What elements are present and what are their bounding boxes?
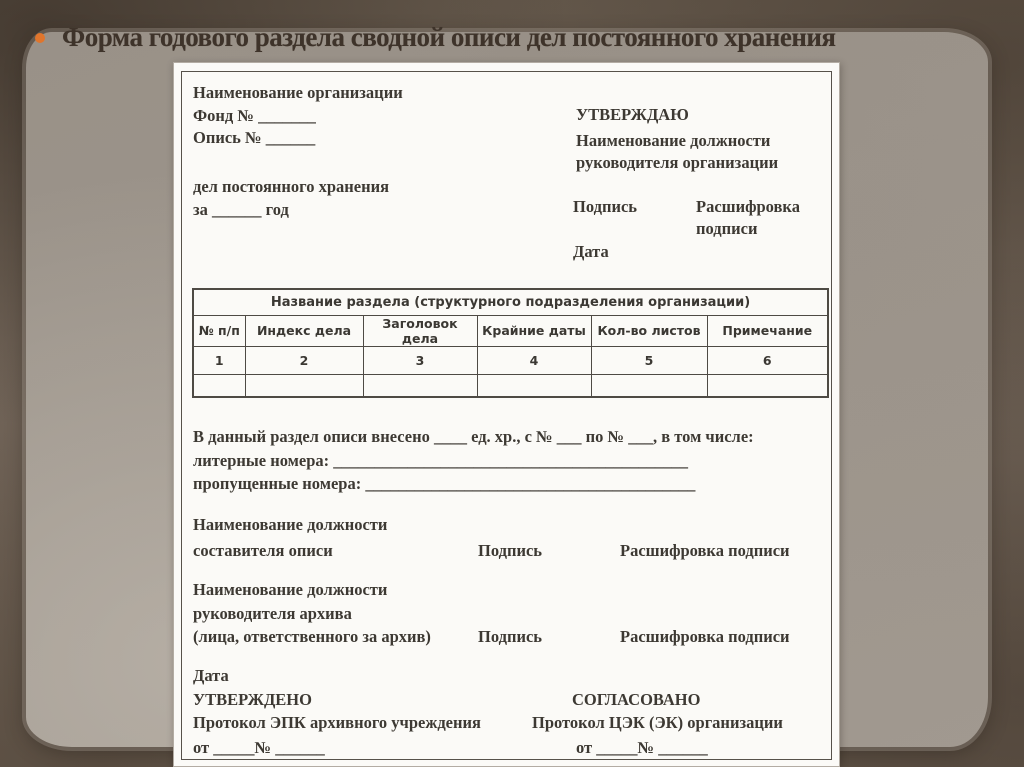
empty-cell xyxy=(707,374,828,397)
org-name-label: Наименование организации xyxy=(193,83,403,102)
compiler-position-line1: Наименование должности xyxy=(193,515,388,534)
archive-head-line2: руководителя архива xyxy=(193,604,352,623)
signature-decode-line1: Расшифровка xyxy=(696,197,800,216)
col-number: 3 xyxy=(363,346,477,374)
archive-head-line3: (лица, ответственного за архив) xyxy=(193,627,431,646)
signature-label-top: Подпись xyxy=(573,197,638,216)
compiler-signature-label: Подпись xyxy=(478,541,543,560)
subject-line1: дел постоянного хранения xyxy=(193,177,390,196)
slide-title: Форма годового раздела сводной описи дел постоянного хранения xyxy=(62,22,836,52)
letter-numbers-field: литерные номера: ___________________________________________ xyxy=(193,451,689,470)
col-header-note: Примечание xyxy=(707,315,828,346)
approved-stamp: УТВЕРЖДЕНО xyxy=(193,690,312,709)
col-header-sheets: Кол-во листов xyxy=(591,315,707,346)
compiler-position-line2: составителя описи xyxy=(193,541,333,560)
title-bullet-icon xyxy=(35,33,45,43)
head-position-line1: Наименование должности xyxy=(576,131,771,150)
table-header-row xyxy=(193,315,828,346)
summary-line: В данный раздел описи внесено ____ ед. хр., с № ___ по № ___, в том числе: xyxy=(193,427,754,446)
signature-decode-line2: подписи xyxy=(696,219,758,238)
empty-cell xyxy=(591,374,707,397)
fund-number-field: Фонд № _______ xyxy=(193,106,316,125)
col-number: 1 xyxy=(193,346,245,374)
approve-stamp: УТВЕРЖДАЮ xyxy=(576,105,689,124)
col-header-index: Индекс дела xyxy=(245,315,363,346)
col-header-heading: Заголовок дела xyxy=(363,315,477,346)
protocol-left-label: Протокол ЭПК архивного учреждения xyxy=(193,713,481,732)
archive-decode-label: Расшифровка подписи xyxy=(620,627,790,646)
date-label-top: Дата xyxy=(573,242,609,261)
document-form xyxy=(173,62,840,767)
agreed-stamp: СОГЛАСОВАНО xyxy=(572,690,701,709)
empty-cell xyxy=(245,374,363,397)
col-number: 2 xyxy=(245,346,363,374)
empty-cell xyxy=(363,374,477,397)
col-number: 4 xyxy=(477,346,591,374)
inventory-table xyxy=(192,288,829,398)
inventory-number-field: Опись № ______ xyxy=(193,128,316,147)
col-header-dates: Крайние даты xyxy=(477,315,591,346)
from-number-right-field: от _____№ ______ xyxy=(576,738,708,757)
archive-head-line1: Наименование должности xyxy=(193,580,388,599)
table-section-title: Название раздела (структурного подразделения организации) xyxy=(193,289,828,315)
head-position-line2: руководителя организации xyxy=(576,153,779,172)
table-number-row xyxy=(193,346,828,374)
empty-cell xyxy=(193,374,245,397)
missed-numbers-field: пропущенные номера: ________________________________________ xyxy=(193,474,696,493)
table-empty-row xyxy=(193,374,828,397)
protocol-right-label: Протокол ЦЭК (ЭК) организации xyxy=(532,713,783,732)
archive-signature-label: Подпись xyxy=(478,627,543,646)
date-label-bottom: Дата xyxy=(193,666,229,685)
col-number: 6 xyxy=(707,346,828,374)
from-number-left-field: от _____№ ______ xyxy=(193,738,325,757)
col-number: 5 xyxy=(591,346,707,374)
year-field: за ______ год xyxy=(193,200,289,219)
col-header-num: № п/п xyxy=(193,315,245,346)
empty-cell xyxy=(477,374,591,397)
form-inner-border xyxy=(181,71,832,760)
compiler-decode-label: Расшифровка подписи xyxy=(620,541,790,560)
